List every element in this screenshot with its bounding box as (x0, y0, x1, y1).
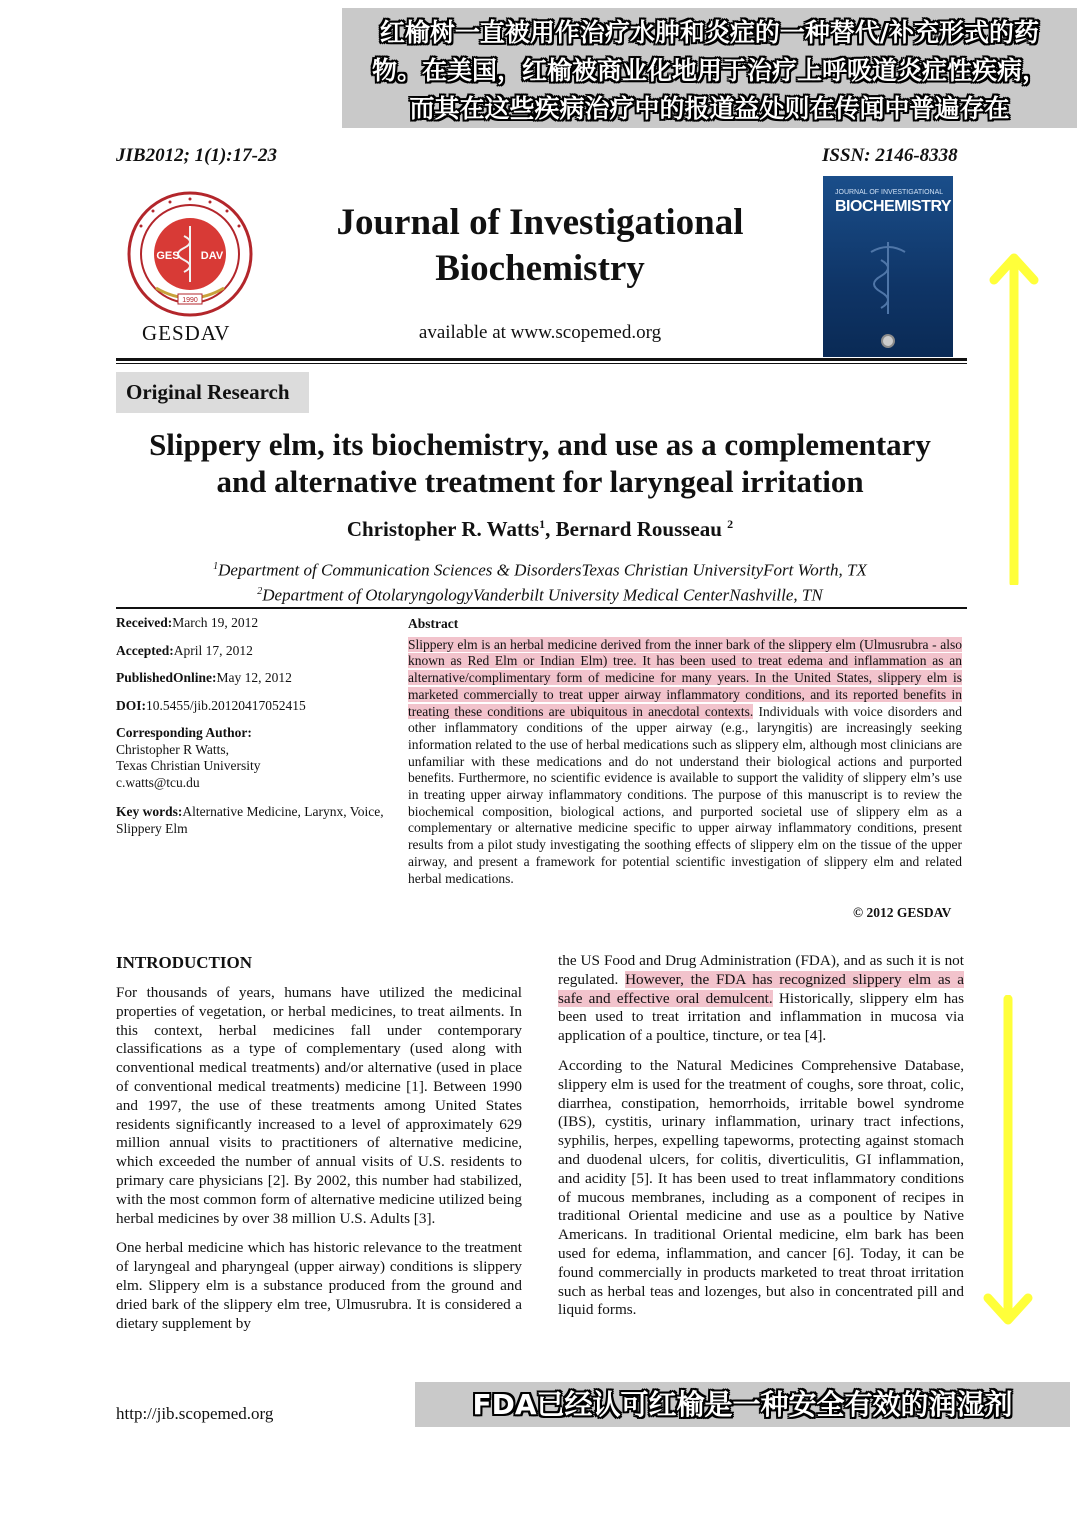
caduceus-icon (863, 238, 913, 318)
journal-citation: JIB2012; 1(1):17-23 (116, 145, 277, 166)
authors (100, 517, 980, 542)
journal-title-line-1: Journal of Investigational (336, 202, 744, 243)
arrow-down-icon (982, 995, 1034, 1330)
cover-title: BIOCHEMISTRY (835, 198, 952, 215)
annotation-line-2: 物。在美国，红榆被商业化地用于治疗上呼吸道炎症性疾病， (371, 56, 1047, 85)
corresponding-author-email: c.watts@tcu.du (116, 774, 200, 790)
fda-highlighted-sentence: However, the FDA has recognized slippery elm as a safe and effective oral demulcent. (558, 970, 964, 1007)
header-rule (116, 358, 967, 361)
body-column-right (558, 952, 964, 1331)
body-column-left (116, 984, 522, 1344)
intro-paragraph-2: One herbal medicine which has historic relevance to the treatment of laryngeal and pharyngeal (upper airway) conditions is slippery elm. Slippery elm is a substance produced from the ground and dried bark of the slippery elm tree, Ulmusrubra. It is considered a dietary supplement by (116, 1239, 522, 1332)
logo-text-right: DAV (200, 250, 224, 262)
logo-text-left: GES (156, 250, 180, 262)
article-title (100, 426, 980, 500)
abstract-rule (116, 607, 967, 609)
abstract-body: Individuals with voice disorders and other inflammatory conditions of the upper airway (e.g., laryngitis) are increasingly seeking information related to the use of herbal medications such as slippery elm, although most clinicians are unfamiliar with these medications and do not understand their biological actions and purported benefits. Furthermore, no scientific evidence is available to support the validity of slippery elm’s use in treating upper airway inflammatory conditions. The purpose of this manuscript is to review the biochemical composition, biological actions, and purported societal use of slippery elm as a complementary or alternative medicine specific to upper airway inflammatory conditions, present results from a pilot study investigating the soothing effects of slippery elm on the tissue of the upper airway, and present a framework for potential scientific investigation of slippery elm and related herbal medications. (408, 703, 962, 886)
affil-2-sup: 2 (257, 585, 263, 597)
affil-1-sup: 1 (213, 561, 219, 572)
logo-year: 1990 (182, 297, 198, 304)
journal-title-line-2: Biochemistry (435, 248, 645, 289)
author-1-sup: 1 (539, 517, 546, 531)
accepted-label: Accepted: (116, 642, 174, 658)
corresponding-author-name: Christopher R Watts, (116, 741, 230, 757)
author-2: Bernard Rousseau (555, 517, 722, 541)
annotation-banner-top (342, 8, 1077, 128)
header-rule-thin (116, 363, 967, 364)
affiliations (100, 556, 980, 605)
journal-cover-image (823, 176, 953, 357)
corresponding-author-institution: Texas Christian University (116, 758, 261, 773)
annotation-banner-bottom: FDA已经认可红榆是一种安全有效的润湿剂 (415, 1382, 1070, 1427)
accepted-date: April 17, 2012 (173, 642, 253, 658)
issn: ISSN: 2146-8338 (822, 145, 958, 166)
journal-title (300, 200, 780, 292)
published-date: May 12, 2012 (216, 670, 292, 685)
footer-url: http://jib.scopemed.org (116, 1404, 274, 1423)
annotation-line-3: 而其在这些疾病治疗中的报道益处则在传闻中普遍存在 (409, 94, 1010, 123)
published-label: PublishedOnline: (116, 670, 217, 685)
arrow-up-icon (988, 250, 1040, 585)
intro-paragraph-1: For thousands of years, humans have utilized the medicinal properties of vegetation, or herbal medicines, to treat ailments. In this context, herbal medicines fall under contemporary classifications as a type of complementary (used along with conventional medical treatments) and/or alternative (used in place of conventional medical treatments) medicine [1]. Between 1990 and 1997, the use of these treatments among United States residents significantly increased to a level of approximately 629 million annual visits to practitioners of alternative medicine, which exceeded the number of annual visits of U.S. residents to primary care physicians [2]. By 2002, this number had stabilized, with the most common form of alternative medicine utilized being herbal medicines by over 38 million U.S. Adults [3]. (116, 984, 522, 1227)
author-2-sup: 2 (727, 517, 734, 531)
section-tag: Original Research (116, 372, 309, 413)
copyright: © 2012 GESDAV (853, 905, 952, 920)
intro-paragraph-3-start: the US Food and Drug Administration (FDA), and as such it is not regulated. (558, 952, 964, 988)
doi-value: 10.5455/jib.20120417052415 (146, 697, 306, 713)
cover-small-text: JOURNAL OF INVESTIGATIONAL (835, 189, 944, 196)
affiliation-2: Department of OtolaryngologyVanderbilt University Medical CenterNashville, TN (262, 585, 823, 605)
article-metadata (116, 615, 386, 848)
article-title-line-2: and alternative treatment for laryngeal irritation (216, 464, 864, 499)
introduction-heading: INTRODUCTION (116, 953, 253, 972)
corresponding-author-label: Corresponding Author: (116, 725, 252, 740)
abstract (408, 616, 962, 887)
annotation-line-1: 红榆树一直被用作治疗水肿和炎症的一种替代/补充形式的药 (379, 18, 1040, 47)
gesdav-logo-icon (126, 190, 254, 318)
author-1: Christopher R. Watts (346, 517, 540, 541)
affiliation-1: Department of Communication Sciences & DisordersTexas Christian UniversityFort Worth, TX (218, 560, 867, 580)
keywords-value: Alternative Medicine, Larynx, Voice, Slippery Elm (116, 804, 384, 836)
intro-paragraph-3-end: Historically, slippery elm has been used to treat irritation and inflammation in mucosa via application of a poultice, tincture, or tea [4]. (558, 989, 964, 1045)
doi-label: DOI: (116, 697, 146, 713)
keywords-label: Key words: (116, 804, 183, 819)
abstract-heading: Abstract (408, 616, 459, 631)
received-label: Received: (116, 615, 173, 630)
intro-paragraph-4: According to the Natural Medicines Comprehensive Database, slippery elm is used for the treatment of coughs, sore throat, colic, diarrhea, constipation, hemorrhoids, irritable bowel syndrome (IBS), cystitis, urinary inflammation, urinary tract infections, syphilis, herpes, expelling tapeworms, protecting against stomach and duodenal ulcers, for colitis, diverticulitis, GI inflammation, and acidity [5]. It has been used to treat inflammatory conditions of mucous membranes, including as a component of recipes in traditional Oriental medicine and use as a poultice by Native Americans. In traditional Oriental medicine, elm bark has been used for edema, inflammation, and cancer [6]. Today, it can be found commercially in products marketed to treat throat irritation such as herbal teas and lozenges, but also in concentrated pill and liquid forms. (558, 1056, 964, 1319)
author-separator: , (545, 517, 556, 541)
article-title-line-1: Slippery elm, its biochemistry, and use as a complementary (149, 427, 931, 462)
received-date: March 19, 2012 (172, 615, 259, 630)
abstract-highlighted-text: Slippery elm is an herbal medicine derived from the inner bark of the slippery elm (Ulmusrubra - also known as Red Elm or Indian Elm) tree. It has been used to treat edema and inflammation as an alternative/complimentary form of medicine for many years. In the United States, slippery elm is marketed commercially to treat upper airway inflammatory conditions, and its reported benefits in treating these conditions are ubiquitous in anecdotal contexts. (408, 636, 962, 719)
cover-seal-icon (881, 334, 895, 348)
available-at: available at www.scopemed.org (418, 322, 662, 343)
logo-caption: GESDAV (142, 321, 231, 345)
